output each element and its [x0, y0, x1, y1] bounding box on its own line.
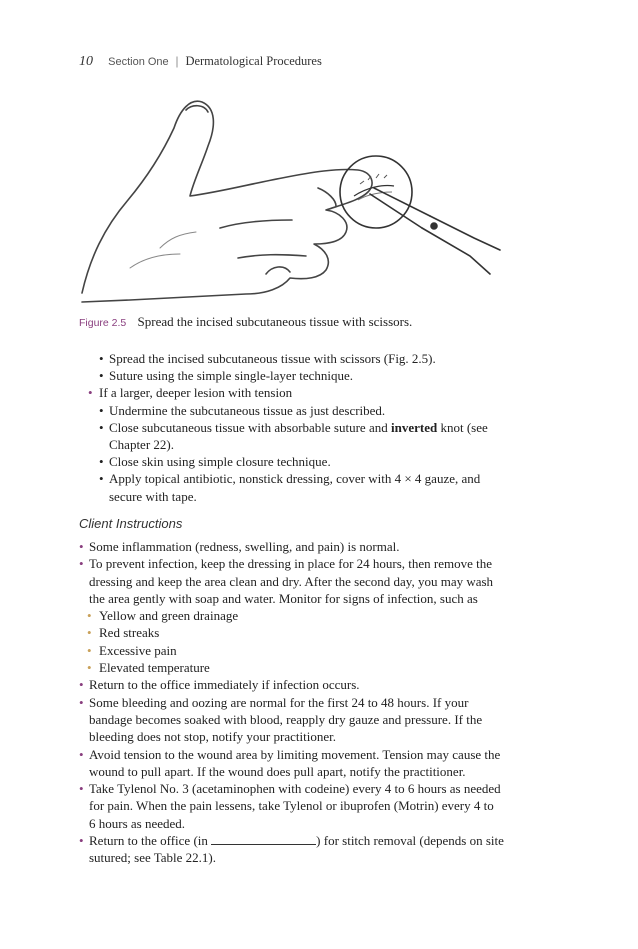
- bullet-icon: •: [99, 454, 104, 470]
- figure-illustration: [70, 88, 510, 308]
- fill-in-blank: [211, 833, 316, 845]
- bullet-icon: •: [79, 539, 84, 554]
- bullet-icon: •: [99, 368, 104, 384]
- finger-shading: [130, 254, 180, 268]
- procedure-step: secure with tape.: [109, 488, 197, 504]
- figure-caption-text: Spread the incised subcutaneous tissue with scissors.: [137, 314, 413, 329]
- instruction-item: • Avoid tension to the wound area by limiting movement. Tension may cause the: [79, 746, 501, 762]
- page-number: 10: [79, 54, 93, 69]
- bullet-icon: •: [87, 660, 92, 676]
- bullet-icon: •: [79, 781, 84, 797]
- procedure-list: [86, 350, 556, 505]
- bullet-icon: •: [99, 471, 104, 487]
- bullet-icon: •: [87, 642, 92, 658]
- instruction-item: bandage becomes soaked with blood, reapply dry gauze and pressure. If the: [89, 711, 483, 727]
- bullet-icon: •: [99, 402, 104, 418]
- procedure-step: • Suture using the simple single-layer technique.: [99, 368, 354, 384]
- finger-shading: [160, 232, 196, 248]
- instruction-item: for pain. When the pain lessens, take Tylenol or ibuprofen (Motrin) every 4 to: [89, 798, 494, 814]
- procedure-step: • Close subcutaneous tissue with absorbable suture and inverted knot (see: [99, 419, 488, 435]
- bullet-icon: •: [79, 694, 84, 710]
- infection-sign-item: • Excessive pain: [87, 642, 177, 658]
- procedure-step: • Undermine the subcutaneous tissue as just described.: [99, 402, 386, 418]
- hand-outline: [82, 101, 372, 302]
- knuckle-line: [318, 188, 336, 206]
- bullet-icon: •: [99, 351, 104, 366]
- procedure-step: • Spread the incised subcutaneous tissue with scissors (Fig. 2.5).: [99, 351, 436, 366]
- chapter-title: Dermatological Procedures: [185, 54, 322, 68]
- instruction-item: • To prevent infection, keep the dressing in place for 24 hours, then remove the: [79, 556, 493, 572]
- figure-label: Figure 2.5: [79, 317, 127, 329]
- instruction-item: sutured; see Table 22.1).: [89, 850, 217, 866]
- instruction-item: • Return to the office immediately if infection occurs.: [79, 677, 360, 693]
- figure-caption: [79, 314, 412, 330]
- section-heading: Client Instructions: [79, 516, 183, 531]
- instruction-item: • Return to the office (in ) for stitch removal (depends on site: [79, 833, 504, 849]
- instruction-item: dressing and keep the area clean and dry. After the second day, you may wash: [89, 573, 494, 589]
- infection-sign-item: • Yellow and green drainage: [87, 608, 239, 624]
- bullet-icon: •: [87, 608, 92, 624]
- instruction-item: • Take Tylenol No. 3 (acetaminophen with codeine) every 4 to 6 hours as needed: [79, 781, 501, 797]
- instruction-item: wound to pull apart. If the wound does pull apart, notify the practitioner.: [89, 763, 466, 779]
- finger-crease: [220, 220, 292, 228]
- thumb-nail: [186, 106, 208, 112]
- bullet-icon: •: [79, 677, 84, 693]
- bullet-icon: •: [79, 833, 84, 849]
- bullet-icon: •: [87, 625, 92, 641]
- magnified-incision: [340, 156, 412, 228]
- client-instructions-list: [79, 538, 559, 867]
- header-separator: |: [175, 54, 179, 68]
- instruction-item: bleeding does not stop, notify your practitioner.: [89, 729, 336, 745]
- scissors-illustration: [370, 188, 500, 274]
- instruction-item: the area gently with soap and water. Monitor for signs of infection, such as: [89, 590, 478, 606]
- infection-sign-item: • Red streaks: [87, 625, 160, 641]
- procedure-step: • Close skin using simple closure technique.: [99, 454, 331, 470]
- procedure-step: • Apply topical antibiotic, nonstick dressing, cover with 4 × 4 gauze, and: [99, 471, 481, 487]
- section-label: Section One: [108, 56, 169, 68]
- instruction-item: • Some inflammation (redness, swelling, and pain) is normal.: [79, 539, 400, 554]
- instruction-item: • Some bleeding and oozing are normal for the first 24 to 48 hours. If your: [79, 694, 469, 710]
- fingernail: [266, 267, 290, 274]
- bullet-icon: •: [99, 419, 104, 435]
- bullet-icon: •: [79, 556, 84, 572]
- instruction-item: 6 hours as needed.: [89, 815, 186, 831]
- infection-sign-item: • Elevated temperature: [87, 660, 210, 676]
- running-head: [79, 54, 322, 70]
- procedure-step: • If a larger, deeper lesion with tension: [88, 385, 293, 401]
- bullet-icon: •: [88, 385, 93, 401]
- procedure-step: Chapter 22).: [109, 437, 174, 453]
- finger-crease: [238, 255, 306, 258]
- bullet-icon: •: [79, 746, 84, 762]
